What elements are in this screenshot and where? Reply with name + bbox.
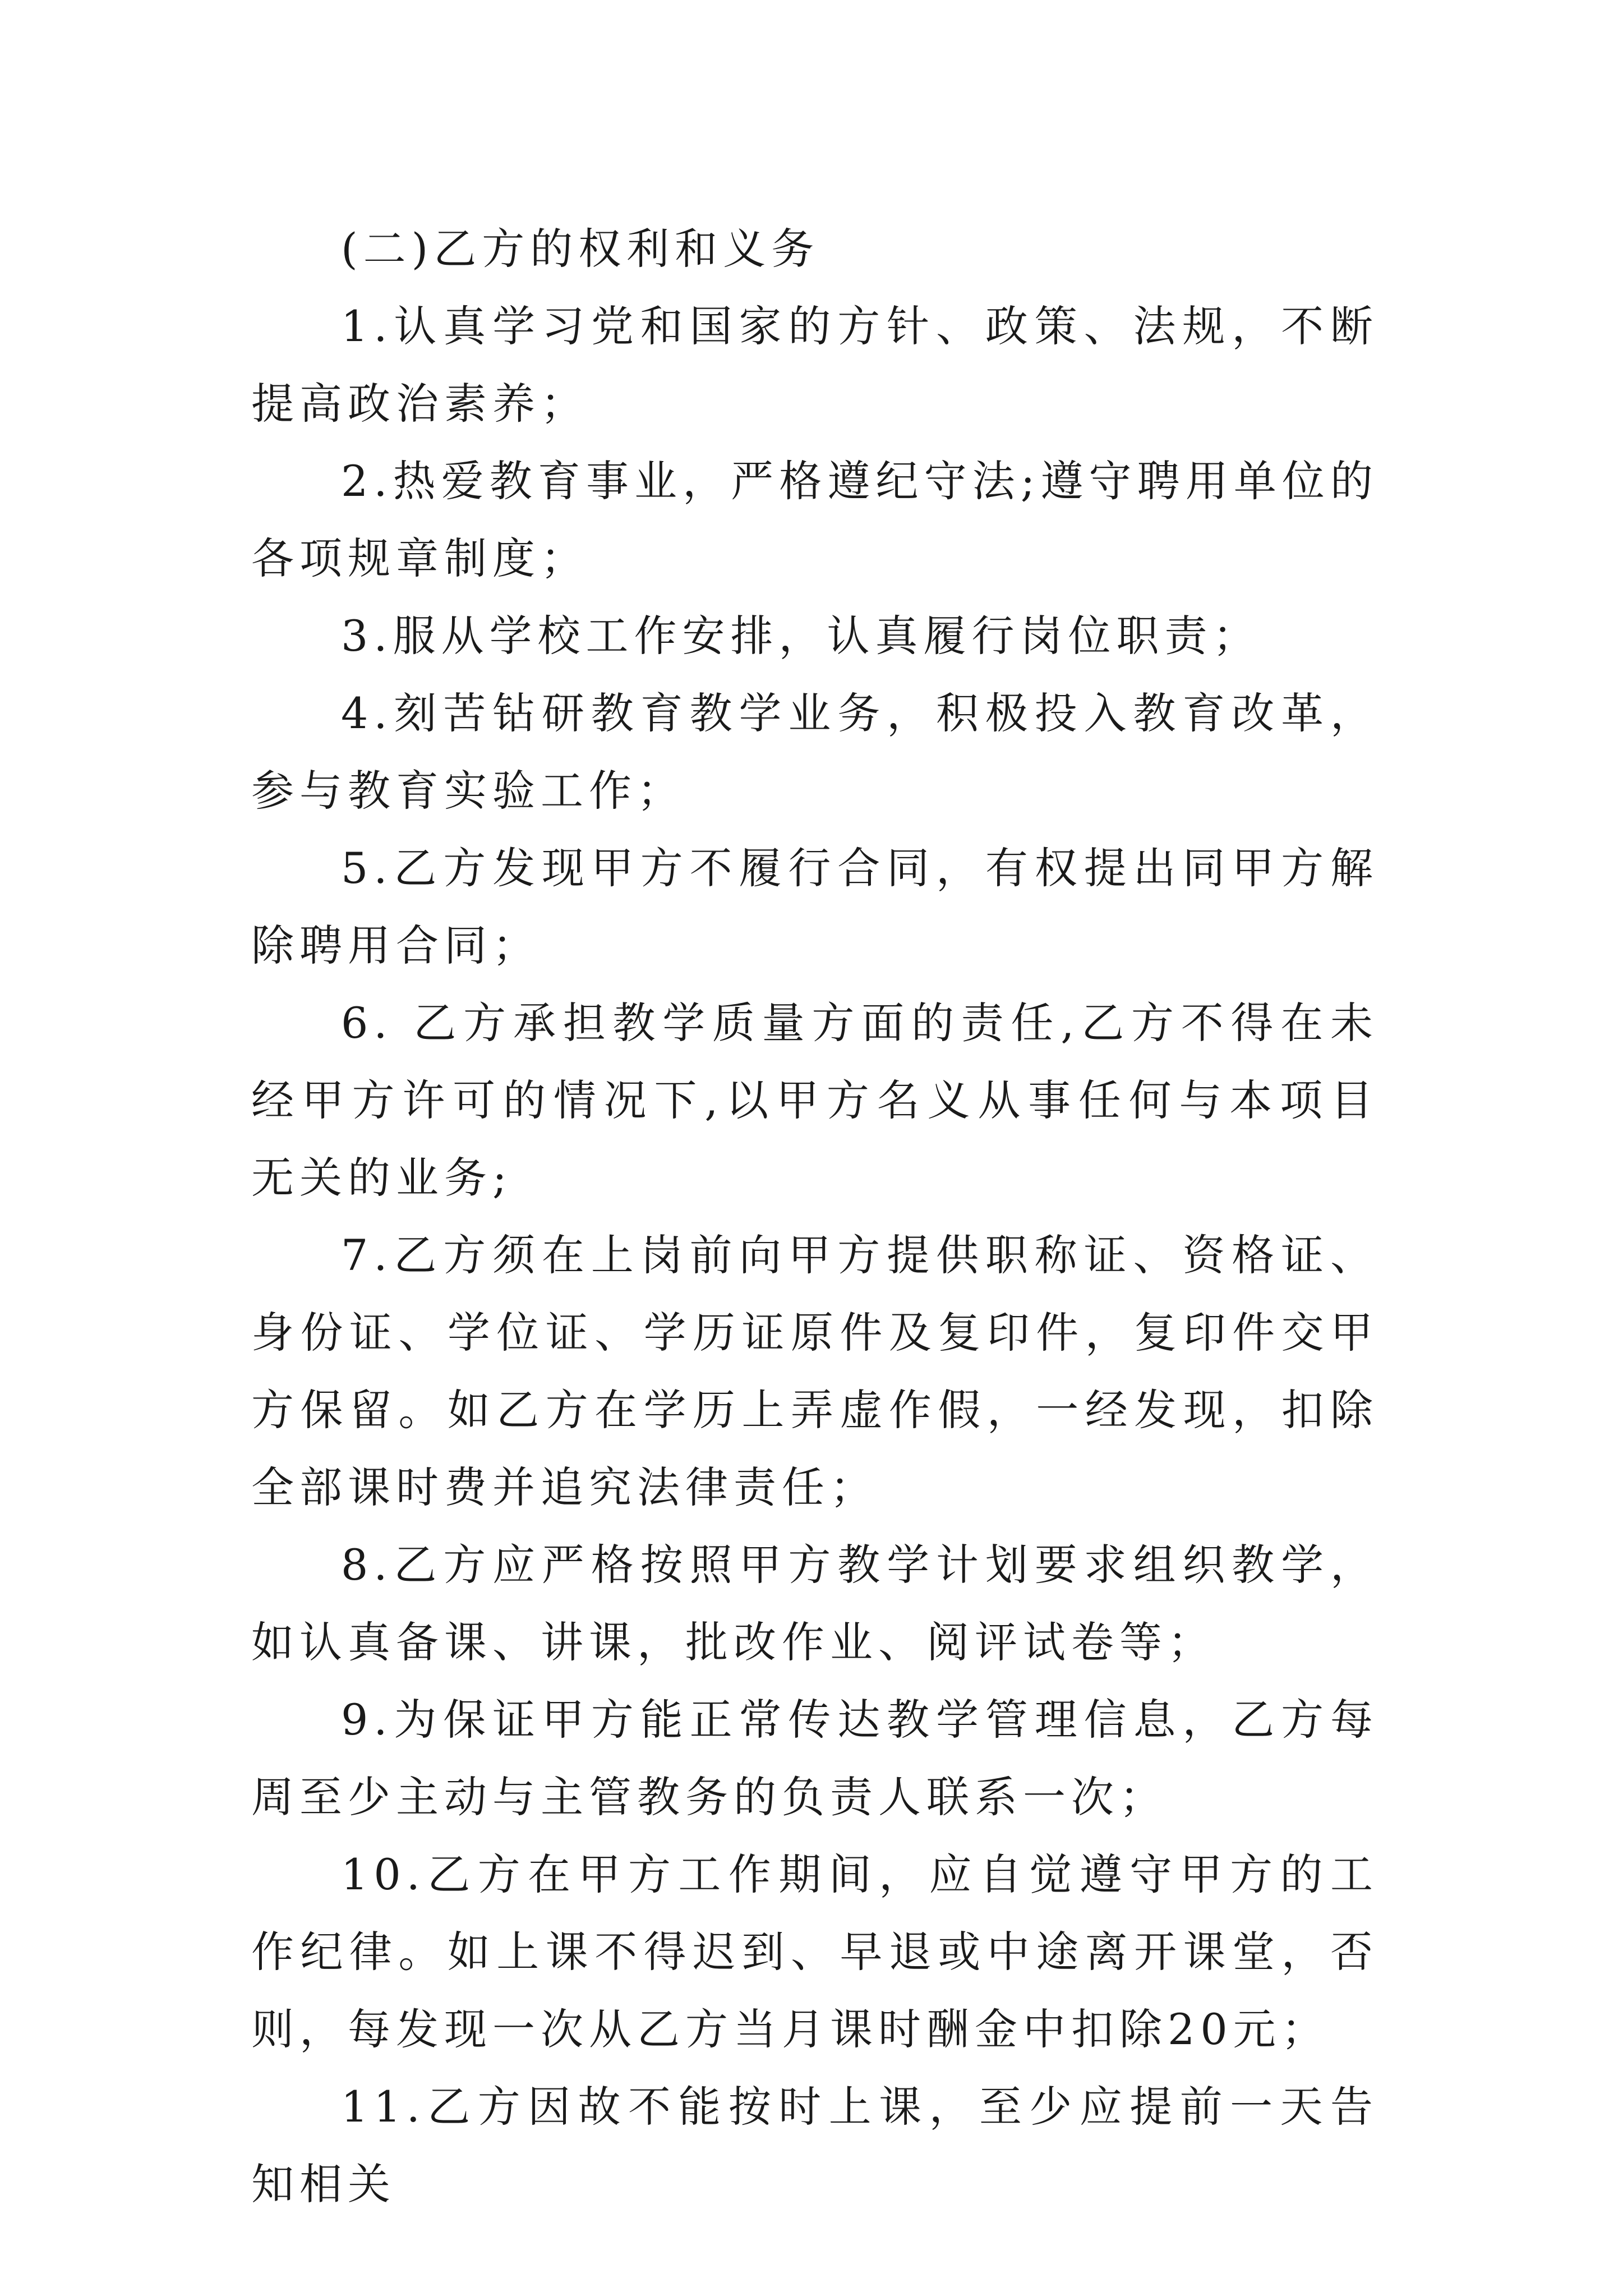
clause-7: 7.乙方须在上岗前向甲方提供职称证、资格证、身份证、学位证、学历证原件及复印件，复印件交甲方保留。如乙方在学历上弄虚作假，一经发现，扣除全部课时费并追究法律责任； (251, 1230, 1378, 1512)
clause-8: 8.乙方应严格按照甲方教学计划要求组织教学，如认真备课、讲课，批改作业、阅评试卷等； (251, 1540, 1378, 1667)
clause-5: 5.乙方发现甲方不履行合同，有权提出同甲方解除聘用合同； (251, 843, 1378, 970)
clause-6: 6. 乙方承担教学质量方面的责任,乙方不得在未经甲方许可的情况下,以甲方名义从事任何与本项目无关的业务; (251, 998, 1378, 1203)
clause-11: 11.乙方因故不能按时上课，至少应提前一天告知相关 (251, 2082, 1378, 2209)
clause-4: 4.刻苦钻研教育教学业务，积极投入教育改革，参与教育实验工作； (251, 688, 1378, 816)
document-body (251, 210, 1378, 2223)
clause-3: 3.服从学校工作安排，认真履行岗位职责； (341, 611, 1261, 661)
clause-10: 10.乙方在甲方工作期间，应自觉遵守甲方的工作纪律。如上课不得迟到、早退或中途离开课堂，否则，每发现一次从乙方当月课时酬金中扣除20元； (251, 1849, 1378, 2054)
clause-1: 1.认真学习党和国家的方针、政策、法规，不断提高政治素养； (251, 301, 1378, 429)
clause-2: 2.热爱教育事业，严格遵纪守法;遵守聘用单位的各项规章制度； (251, 456, 1378, 583)
section-heading: (二)乙方的权利和义务 (341, 224, 820, 274)
clause-9: 9.为保证甲方能正常传达教学管理信息，乙方每周至少主动与主管教务的负责人联系一次； (251, 1695, 1378, 1822)
